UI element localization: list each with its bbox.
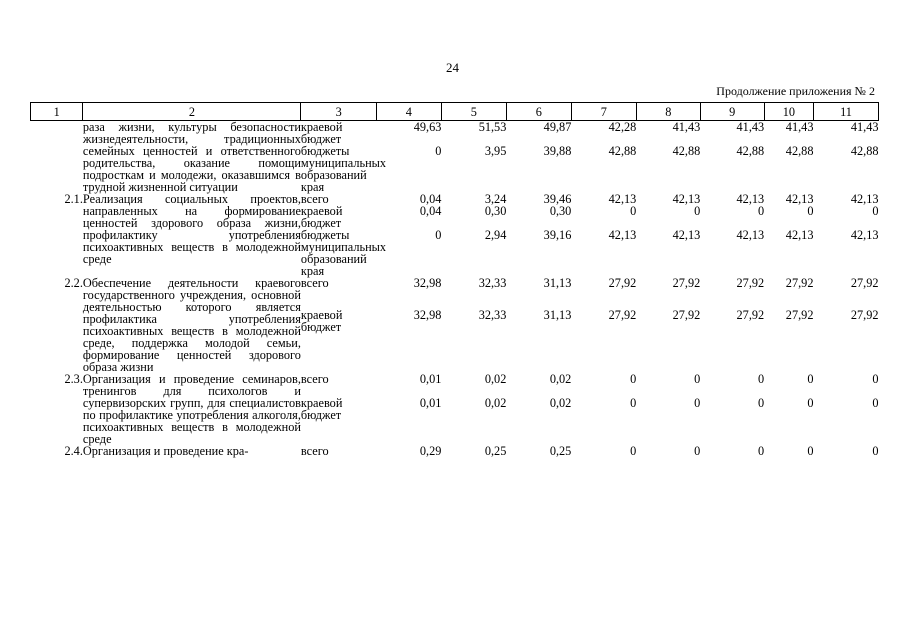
funding-value-col-7: 27,92 bbox=[608, 276, 637, 290]
funding-value-col-11: 27,92 bbox=[850, 276, 879, 290]
funding-value-col-4: 32,98 bbox=[413, 276, 442, 290]
funding-value-col-4: 0 bbox=[435, 144, 442, 158]
column-number-row bbox=[31, 103, 879, 121]
funding-value-col-10: 0 bbox=[807, 444, 814, 458]
table-row bbox=[31, 445, 879, 457]
table-header bbox=[31, 103, 879, 121]
funding-value-col-5: 32,33 bbox=[478, 308, 507, 322]
item-number: 2.1. bbox=[64, 192, 83, 206]
funding-value-col-8: 27,92 bbox=[672, 276, 701, 290]
funding-value-col-9: 42,13 bbox=[736, 228, 765, 242]
column-header-1: 1 bbox=[31, 103, 83, 121]
table-row bbox=[31, 193, 879, 205]
funding-value-col-9: 0 bbox=[758, 444, 765, 458]
funding-value-col-9: 41,43 bbox=[736, 120, 765, 134]
funding-value-col-7: 0 bbox=[630, 396, 637, 410]
funding-value-col-5: 0,02 bbox=[484, 372, 507, 386]
column-header-10: 10 bbox=[764, 103, 813, 121]
table-row bbox=[31, 121, 879, 146]
funding-value-col-6: 49,87 bbox=[543, 120, 572, 134]
funding-value-col-10: 27,92 bbox=[785, 276, 814, 290]
funding-value-col-9: 42,88 bbox=[736, 144, 765, 158]
column-header-11: 11 bbox=[813, 103, 878, 121]
page-number: 24 bbox=[446, 60, 459, 75]
funding-value-col-10: 42,13 bbox=[785, 192, 814, 206]
item-description: Организация и проведение семинаров, тренингов для психологов и супервизорских групп, для специалистов по профилактике употребления алкоголя, психоактивных веществ в молодежной среде bbox=[82, 372, 301, 446]
funding-source: всего bbox=[300, 276, 329, 290]
funding-value-col-11: 42,13 bbox=[850, 192, 879, 206]
column-header-3: 3 bbox=[301, 103, 376, 121]
funding-value-col-11: 42,13 bbox=[850, 228, 879, 242]
funding-value-col-8: 0 bbox=[694, 204, 701, 218]
funding-value-col-6: 39,88 bbox=[543, 144, 572, 158]
funding-value-col-6: 0,02 bbox=[549, 372, 572, 386]
funding-value-col-4: 0,04 bbox=[419, 204, 442, 218]
funding-source: краевой бюджет bbox=[300, 308, 343, 334]
table-row bbox=[31, 373, 879, 397]
funding-value-col-6: 0,25 bbox=[549, 444, 572, 458]
funding-value-col-6: 39,16 bbox=[543, 228, 572, 242]
funding-value-col-11: 0 bbox=[872, 204, 879, 218]
column-header-2: 2 bbox=[83, 103, 301, 121]
program-funding-table bbox=[30, 102, 879, 457]
funding-value-col-7: 42,13 bbox=[608, 192, 637, 206]
funding-value-col-9: 27,92 bbox=[736, 308, 765, 322]
item-description: Организация и проведение кра- bbox=[82, 444, 249, 458]
funding-value-col-5: 3,95 bbox=[484, 144, 507, 158]
funding-value-col-4: 32,98 bbox=[413, 308, 442, 322]
funding-value-col-7: 0 bbox=[630, 444, 637, 458]
funding-value-col-8: 0 bbox=[694, 396, 701, 410]
funding-value-col-11: 41,43 bbox=[850, 120, 879, 134]
funding-value-col-8: 41,43 bbox=[672, 120, 701, 134]
item-number: 2.4. bbox=[64, 444, 83, 458]
column-header-6: 6 bbox=[506, 103, 571, 121]
continuation-note: Продолжение приложения № 2 bbox=[716, 84, 875, 98]
funding-value-col-10: 0 bbox=[807, 396, 814, 410]
funding-value-col-10: 41,43 bbox=[785, 120, 814, 134]
funding-value-col-10: 0 bbox=[807, 372, 814, 386]
funding-value-col-5: 0,25 bbox=[484, 444, 507, 458]
funding-source: всего bbox=[300, 372, 329, 386]
funding-value-col-10: 42,13 bbox=[785, 228, 814, 242]
item-description: раза жизни, культуры безопасности жизнедеятельности, традиционных семейных ценностей и ответственного родительства, оказание помощи подросткам и молодежи, оказавшимся в трудной жизненной ситуации bbox=[82, 120, 301, 194]
funding-value-col-7: 42,88 bbox=[608, 144, 637, 158]
funding-value-col-7: 42,28 bbox=[608, 120, 637, 134]
funding-value-col-10: 27,92 bbox=[785, 308, 814, 322]
funding-value-col-6: 39,46 bbox=[543, 192, 572, 206]
item-number bbox=[31, 121, 83, 194]
funding-value-col-4: 0 bbox=[435, 228, 442, 242]
funding-value-col-5: 32,33 bbox=[478, 276, 507, 290]
item-description: Реализация социальных проектов, направленных на формирование ценностей здорового образа жизни, профилактику употребления психоактивных веществ в молодежной среде bbox=[82, 192, 301, 266]
funding-source: всего bbox=[300, 444, 329, 458]
funding-value-col-5: 0,30 bbox=[484, 204, 507, 218]
funding-source: бюджеты муниципальных образований края bbox=[300, 144, 387, 194]
funding-value-col-6: 31,13 bbox=[543, 308, 572, 322]
item-number: 2.3. bbox=[64, 372, 83, 386]
funding-source: краевой бюджет bbox=[300, 204, 343, 230]
table-row bbox=[31, 277, 879, 309]
funding-value-col-8: 42,13 bbox=[672, 192, 701, 206]
funding-value-col-6: 31,13 bbox=[543, 276, 572, 290]
funding-value-col-8: 27,92 bbox=[672, 308, 701, 322]
funding-value-col-7: 42,13 bbox=[608, 228, 637, 242]
funding-value-col-8: 42,88 bbox=[672, 144, 701, 158]
funding-value-col-11: 27,92 bbox=[850, 308, 879, 322]
funding-value-col-10: 42,88 bbox=[785, 144, 814, 158]
column-header-9: 9 bbox=[700, 103, 764, 121]
funding-value-col-9: 0 bbox=[758, 372, 765, 386]
funding-source: бюджеты муниципальных образований края bbox=[300, 228, 387, 278]
funding-value-col-7: 27,92 bbox=[608, 308, 637, 322]
funding-value-col-11: 0 bbox=[872, 444, 879, 458]
item-description: Обеспечение деятельности краевого государственного учреждения, основной деятельностью которого является профилактика употребления психоактивных веществ в молодежной среде, поддержка молодой семьи, формирование ценностей здорового образа жизни bbox=[82, 276, 301, 374]
funding-value-col-6: 0,02 bbox=[549, 396, 572, 410]
funding-source: краевой бюджет bbox=[300, 396, 343, 422]
funding-value-col-5: 51,53 bbox=[478, 120, 507, 134]
funding-value-col-8: 0 bbox=[694, 444, 701, 458]
funding-value-col-4: 0,01 bbox=[419, 396, 442, 410]
funding-value-col-4: 0,29 bbox=[419, 444, 442, 458]
funding-value-col-5: 3,24 bbox=[484, 192, 507, 206]
funding-value-col-11: 0 bbox=[872, 372, 879, 386]
funding-value-col-9: 0 bbox=[758, 396, 765, 410]
funding-value-col-9: 27,92 bbox=[736, 276, 765, 290]
funding-value-col-5: 0,02 bbox=[484, 396, 507, 410]
funding-value-col-5: 2,94 bbox=[484, 228, 507, 242]
column-header-8: 8 bbox=[636, 103, 700, 121]
funding-value-col-8: 0 bbox=[694, 372, 701, 386]
funding-value-col-4: 49,63 bbox=[413, 120, 442, 134]
funding-value-col-7: 0 bbox=[630, 372, 637, 386]
funding-value-col-9: 0 bbox=[758, 204, 765, 218]
funding-value-col-8: 42,13 bbox=[672, 228, 701, 242]
funding-value-col-6: 0,30 bbox=[549, 204, 572, 218]
column-header-4: 4 bbox=[376, 103, 441, 121]
funding-value-col-4: 0,01 bbox=[419, 372, 442, 386]
funding-source: краевой бюджет bbox=[300, 120, 343, 146]
funding-value-col-4: 0,04 bbox=[419, 192, 442, 206]
column-header-5: 5 bbox=[441, 103, 506, 121]
item-number: 2.2. bbox=[64, 276, 83, 290]
funding-value-col-10: 0 bbox=[807, 204, 814, 218]
column-header-7: 7 bbox=[571, 103, 636, 121]
funding-value-col-7: 0 bbox=[630, 204, 637, 218]
funding-value-col-11: 0 bbox=[872, 396, 879, 410]
funding-source: всего bbox=[300, 192, 329, 206]
funding-value-col-9: 42,13 bbox=[736, 192, 765, 206]
funding-value-col-11: 42,88 bbox=[850, 144, 879, 158]
table-body bbox=[31, 121, 879, 458]
